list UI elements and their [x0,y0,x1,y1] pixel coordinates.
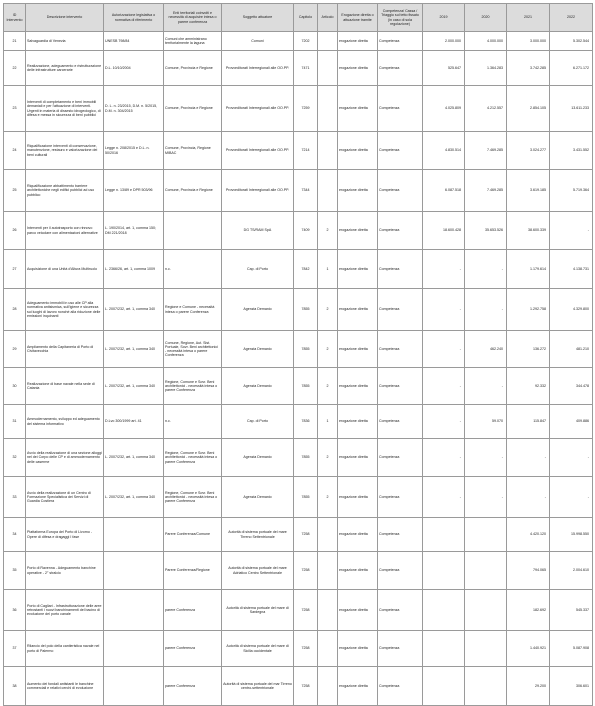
cell-2021: 115.847 [507,405,550,439]
cell-2022: 5.302.544 [550,32,593,51]
cell-descrizione: Porto di Cagliari - Infrastrutturazione delle aree retrostanti i nuovi banchinamenti del bacino di evoluzione del porto canale [26,590,104,631]
cell-erogazione: erogazione diretta [338,51,378,86]
cell-competenza: Competenza [378,439,423,477]
cell-2021: 182.692 [507,590,550,631]
cell-capitolo: 7409 [294,212,318,250]
cell-2022: 2.004.610 [550,552,593,590]
cell-2020: 4.212.557 [465,86,507,132]
cell-2022: 545.337 [550,590,593,631]
cell-autorizzazione [104,590,164,631]
cell-descrizione: Riqualificazione abbattimento barriere architettoniche negli edifici pubblici ad uso pubblico [26,170,104,212]
cell-capitolo: 7258 [294,518,318,552]
cell-autorizzazione: Legge n. 13/89 e DPR 503/96 [104,170,164,212]
cell-competenza: Competenza [378,331,423,368]
cell-descrizione: Piattaforma Europa del Porto di Livorno - Opere di difesa e dragaggi I fase [26,518,104,552]
cell-2019: 2.000.000 [423,32,465,51]
cell-descrizione: Realizzazione di base navale nella sede di Catania [26,368,104,405]
cell-enti: parere Conferenza [164,631,222,667]
cell-articolo [318,518,338,552]
cell-autorizzazione: L. 2007/232, art. 1, comma 340 [104,368,164,405]
cell-autorizzazione: D.L. 10/10/2004 [104,51,164,86]
cell-autorizzazione: L. 2366/26, art. 1, comma 1009 [104,250,164,289]
cell-articolo: 2 [318,439,338,477]
cell-2022: 5.719.364 [550,170,593,212]
table-row [4,212,593,250]
table-row [4,667,593,706]
cell-id: 27 [4,250,26,289]
cell-articolo [318,170,338,212]
cell-2019: 18.600.428 [423,212,465,250]
cell-capitolo: 7471 [294,51,318,86]
cell-2020: 7.469.285 [465,170,507,212]
interventions-table-wrapper [3,3,592,706]
cell-soggetto: Cap. di Porto [222,250,294,289]
cell-capitolo: 7202 [294,32,318,51]
header-competenza: Competenza/ Cassa / Triaggio sul tetto fissato (in caso di sola regolazione) [378,4,423,32]
cell-2020: 7.469.285 [465,132,507,170]
cell-competenza: Competenza [378,250,423,289]
header-2020: 2020 [465,4,507,32]
cell-descrizione: Salvaguardia di Venezia [26,32,104,51]
table-row [4,439,593,477]
cell-id: 21 [4,32,26,51]
cell-id: 30 [4,368,26,405]
cell-2021: 92.332 [507,368,550,405]
cell-soggetto: Provveditorati Interregionali alle OO.PP. [222,132,294,170]
cell-erogazione: erogazione diretta [338,86,378,132]
cell-articolo [318,32,338,51]
cell-2021: 4.420.120 [507,518,550,552]
table-row [4,590,593,631]
cell-2022: 409.886 [550,405,593,439]
cell-2021: 1.292.758 [507,289,550,331]
cell-2020 [465,631,507,667]
cell-2020: 35.653.526 [465,212,507,250]
cell-2020: 59.070 [465,405,507,439]
cell-competenza: Competenza [378,405,423,439]
cell-autorizzazione: L. 2007/232, art. 1, comma 340 [104,477,164,518]
cell-competenza: Competenza [378,51,423,86]
cell-erogazione: erogazione diretta [338,32,378,51]
cell-2021: 29.200 [507,667,550,706]
cell-2022: - [550,439,593,477]
cell-articolo [318,86,338,132]
cell-id: 34 [4,518,26,552]
header-erogazione: Erogazione diretta o attuazione tramite [338,4,378,32]
header-autorizzazione: Autorizzazione legislativa o normativa di riferimento [104,4,164,32]
cell-id: 23 [4,86,26,132]
cell-enti: Parere Conferenza/Comune [164,518,222,552]
cell-2021: - [507,477,550,518]
cell-capitolo: 7258 [294,590,318,631]
cell-autorizzazione [104,518,164,552]
cell-descrizione: Porto di Ravenna - Adeguamento banchine operative - 2° stralcio [26,552,104,590]
table-row [4,170,593,212]
cell-2019: 6.087.518 [423,170,465,212]
cell-2020 [465,667,507,706]
cell-autorizzazione: UNESB 798/84 [104,32,164,51]
cell-descrizione: Interventi di completamento e beni immobili demaniali e per l'attuazione di interventi. Urgenti in materia di dissesto idrogeologico, di difesa e messa in sicurezza di beni pubblici [26,86,104,132]
cell-descrizione: Rilancio del polo della cantieristica navale nel porto di Palermo [26,631,104,667]
table-row [4,250,593,289]
cell-id: 24 [4,132,26,170]
cell-descrizione: Aumento dei fondali antistanti le banchine commerciali e relativi cerchi di evoluzione [26,667,104,706]
table-row [4,405,593,439]
cell-2022: 344.478 [550,368,593,405]
cell-soggetto: Agenzia Demanio [222,477,294,518]
cell-2022: 3.431.552 [550,132,593,170]
cell-soggetto: Autorità di sistema portuale del mare di Sardegna [222,590,294,631]
cell-autorizzazione [104,631,164,667]
cell-erogazione: erogazione diretta [338,405,378,439]
cell-articolo [318,132,338,170]
cell-enti: Regione e Comune - necessità intesa o parere Conferenza [164,289,222,331]
cell-2021: 1.440.921 [507,631,550,667]
cell-id: 31 [4,405,26,439]
cell-enti: Regione, Comune e Sovr. Beni architettonici - necessità intesa o parere Conferenza [164,439,222,477]
cell-enti: parere Conferenza [164,590,222,631]
table-row [4,552,593,590]
cell-soggetto: Provveditorati Interregionali alle OO.PP. [222,170,294,212]
cell-id: 28 [4,289,26,331]
cell-capitolo: 7842 [294,250,318,289]
cell-2019: - [423,368,465,405]
cell-autorizzazione: D.Lvo 300/1999 art. 41 [104,405,164,439]
cell-soggetto: DG TS/RAM SpA [222,212,294,250]
cell-competenza: Competenza [378,631,423,667]
cell-soggetto: Autorità di sistema portuale del mare Adriatico Centro Settentrionale [222,552,294,590]
cell-enti: Comune, Provincia e Regione [164,51,222,86]
cell-id: 37 [4,631,26,667]
cell-enti: Comune, Provincia e Regione [164,170,222,212]
cell-2019 [423,518,465,552]
cell-articolo [318,51,338,86]
cell-articolo: 2 [318,289,338,331]
table-row [4,289,593,331]
cell-2019: - [423,477,465,518]
cell-articolo [318,552,338,590]
cell-id: 38 [4,667,26,706]
cell-autorizzazione: L. 190/2014, art. 1, comma 150; DM 221/2018 [104,212,164,250]
cell-articolo [318,667,338,706]
header-descrizione: Descrizione intervento [26,4,104,32]
cell-capitolo: 7855 [294,477,318,518]
header-2019: 2019 [423,4,465,32]
cell-autorizzazione: Legge n. 208/2015 e D.L. n. 50/2016 [104,132,164,170]
cell-2022: 481.210 [550,331,593,368]
header-2022: 2022 [550,4,593,32]
cell-descrizione: Interventi per il autotrasporto con rinnovo parco veicolare con alimentazioni alternative [26,212,104,250]
cell-capitolo: 7836 [294,405,318,439]
cell-capitolo: 7258 [294,631,318,667]
cell-2020: 1.364.283 [465,51,507,86]
table-row [4,132,593,170]
cell-id: 29 [4,331,26,368]
cell-enti: Regione, Comune e Sovr. Beni architettonici - necessità intesa o parere Conferenza [164,368,222,405]
cell-capitolo: 7855 [294,368,318,405]
cell-descrizione: Realizzazione, adeguamento e ristrutturazione delle infrastrutture carcerarie [26,51,104,86]
cell-soggetto: Autorità di sistema portuale del mare di Sicilia occidentale [222,631,294,667]
cell-2020: - [465,289,507,331]
cell-competenza: Competenza [378,212,423,250]
cell-autorizzazione [104,667,164,706]
cell-articolo [318,590,338,631]
cell-2019 [423,552,465,590]
cell-erogazione: erogazione diretta [338,212,378,250]
cell-2019 [423,631,465,667]
cell-competenza: Competenza [378,32,423,51]
cell-soggetto: Provveditorati Interregionali alle OO.PP. [222,86,294,132]
cell-descrizione: Acquisizione di una Unità d'Altura Multiruolo [26,250,104,289]
cell-competenza: Competenza [378,86,423,132]
cell-competenza: Competenza [378,132,423,170]
cell-capitolo: 7214 [294,132,318,170]
interventions-table [3,3,593,706]
cell-articolo: 1 [318,250,338,289]
cell-2022: 4.329.800 [550,289,593,331]
cell-2021: 136.272 [507,331,550,368]
cell-erogazione: erogazione diretta [338,518,378,552]
table-row [4,631,593,667]
cell-erogazione: erogazione diretta [338,590,378,631]
header-capitolo: Capitolo [294,4,318,32]
cell-2020: - [465,250,507,289]
cell-competenza: Competenza [378,477,423,518]
cell-2020 [465,518,507,552]
cell-descrizione: Ampliamento della Capitaneria di Porto di Civitavecchia [26,331,104,368]
cell-2020: 462.240 [465,331,507,368]
table-row [4,32,593,51]
cell-soggetto: Provveditorati Interregionali alle OO.PP. [222,51,294,86]
table-row [4,477,593,518]
cell-2020 [465,552,507,590]
table-row [4,51,593,86]
table-header-row [4,4,593,32]
cell-capitolo: 7259 [294,86,318,132]
header-soggetto: Soggetto attuatore [222,4,294,32]
cell-enti: n.c. [164,250,222,289]
cell-soggetto: Agenzia Demanio [222,439,294,477]
cell-competenza: Competenza [378,552,423,590]
cell-soggetto: Agenzia Demanio [222,368,294,405]
cell-id: 26 [4,212,26,250]
cell-erogazione: erogazione diretta [338,631,378,667]
cell-erogazione: erogazione diretta [338,289,378,331]
cell-id: 36 [4,590,26,631]
cell-2021: 3.024.277 [507,132,550,170]
header-2021: 2021 [507,4,550,32]
cell-competenza: Competenza [378,289,423,331]
table-body [4,32,593,706]
cell-2019: - [423,405,465,439]
cell-competenza: Competenza [378,170,423,212]
cell-2019: 525.647 [423,51,465,86]
cell-autorizzazione: L. 2007/232, art. 1, comma 340 [104,289,164,331]
cell-2019: - [423,289,465,331]
cell-erogazione: erogazione diretta [338,477,378,518]
cell-2022: - [550,477,593,518]
cell-2020: - [465,368,507,405]
cell-2020: - [465,477,507,518]
cell-descrizione: Avvio della realizzazione di una sezione alloggi nel dei Corpo delle CP e di ammodernamento delle caserme [26,439,104,477]
cell-id: 22 [4,51,26,86]
cell-descrizione: Avvio della realizzazione di un Centro di Formazione Specialistica dei Servizi di Guardia Costiera [26,477,104,518]
cell-id: 33 [4,477,26,518]
cell-2022: 5.087.908 [550,631,593,667]
cell-soggetto: Agenzia Demanio [222,289,294,331]
cell-2019: - [423,250,465,289]
cell-id: 25 [4,170,26,212]
cell-soggetto: Comuni [222,32,294,51]
cell-enti: n.c. [164,405,222,439]
cell-enti: Comune, Regione, Aut. Sist. Portuale, Sovr. Beni architettonici - necessità intesa o parere Conferenza [164,331,222,368]
table-row [4,331,593,368]
cell-enti: Comune, Provincia, Regione MIBAC [164,132,222,170]
cell-2019 [423,667,465,706]
cell-autorizzazione: D. L. n. 23/2015, D.M. n. 5/2015, D.M. n. 304/2015 [104,86,164,132]
cell-2021: 2.854.105 [507,86,550,132]
header-articolo: Articolo [318,4,338,32]
cell-enti [164,212,222,250]
cell-erogazione: erogazione diretta [338,667,378,706]
cell-2021: 794.065 [507,552,550,590]
cell-erogazione: erogazione diretta [338,250,378,289]
cell-articolo: 1 [318,405,338,439]
cell-erogazione: erogazione diretta [338,170,378,212]
cell-2021: 1.179.614 [507,250,550,289]
cell-articolo: 2 [318,331,338,368]
cell-autorizzazione: L. 2007/232, art. 1, comma 340 [104,331,164,368]
cell-2021: 38.600.339 [507,212,550,250]
cell-2019: - [423,331,465,368]
cell-2022: - [550,212,593,250]
cell-competenza: Competenza [378,667,423,706]
cell-descrizione: Ammodernamento, sviluppo ed adeguamento del sistema informativo [26,405,104,439]
cell-enti: Regione, Comune e Sovr. Beni architettonici - necessità intesa o parere Conferenza [164,477,222,518]
cell-2020: - [465,439,507,477]
cell-descrizione: Riqualificazione interventi di conservazione, manutenzione, restauro e valorizzazione dei beni culturali [26,132,104,170]
cell-2022: 306.601 [550,667,593,706]
cell-competenza: Competenza [378,590,423,631]
cell-enti: Parere Conferenza/Regione [164,552,222,590]
cell-enti: Comuni che amministrano territorialmente la laguna [164,32,222,51]
header-enti: Enti territoriali coinvolti e necessità di acquisire intesa o parere conferenza [164,4,222,32]
cell-2019: 4.025.809 [423,86,465,132]
cell-articolo: 2 [318,477,338,518]
cell-soggetto: Cap. di Porto [222,405,294,439]
cell-capitolo: 7258 [294,552,318,590]
cell-capitolo: 7258 [294,667,318,706]
cell-autorizzazione: L. 2007/232, art. 1, comma 340 [104,439,164,477]
cell-enti: parere Conferenza [164,667,222,706]
cell-2021: 3.742.285 [507,51,550,86]
table-row [4,368,593,405]
cell-2019: - [423,439,465,477]
cell-id: 35 [4,552,26,590]
cell-soggetto: Autorità di sistema portuale del mare Tirreno Settentrionale [222,518,294,552]
table-row [4,86,593,132]
header-id: ID Intervento [4,4,26,32]
cell-2019: 4.830.514 [423,132,465,170]
cell-articolo: 2 [318,212,338,250]
cell-erogazione: erogazione diretta [338,439,378,477]
cell-2022: 6.271.172 [550,51,593,86]
cell-descrizione: Adeguamento immobili in uso alle CP alla normativa antisismica, sull'igiene e sicurezza sui luoghi di lavoro nonché alla riduzione delle emissioni inquinanti [26,289,104,331]
cell-enti: Comune, Provincia e Regione [164,86,222,132]
cell-2019 [423,590,465,631]
cell-id: 32 [4,439,26,477]
cell-erogazione: erogazione diretta [338,368,378,405]
cell-autorizzazione [104,552,164,590]
cell-2021: - [507,439,550,477]
cell-capitolo: 7344 [294,170,318,212]
cell-2021: 3.000.000 [507,32,550,51]
cell-soggetto: Agenzia Demanio [222,331,294,368]
cell-competenza: Competenza [378,518,423,552]
cell-erogazione: erogazione diretta [338,132,378,170]
cell-capitolo: 7855 [294,439,318,477]
cell-2022: 13.611.233 [550,86,593,132]
cell-articolo [318,631,338,667]
cell-2020 [465,590,507,631]
cell-2022: 15.998.550 [550,518,593,552]
cell-articolo: 2 [318,368,338,405]
cell-2022: 4.138.731 [550,250,593,289]
cell-2020: 4.000.000 [465,32,507,51]
cell-erogazione: erogazione diretta [338,331,378,368]
cell-soggetto: Autorità di sistema portuale del mar Tirreno centro-settentrionale [222,667,294,706]
cell-competenza: Competenza [378,368,423,405]
cell-capitolo: 7855 [294,331,318,368]
cell-capitolo: 7855 [294,289,318,331]
cell-erogazione: erogazione diretta [338,552,378,590]
table-row [4,518,593,552]
cell-2021: 3.619.185 [507,170,550,212]
